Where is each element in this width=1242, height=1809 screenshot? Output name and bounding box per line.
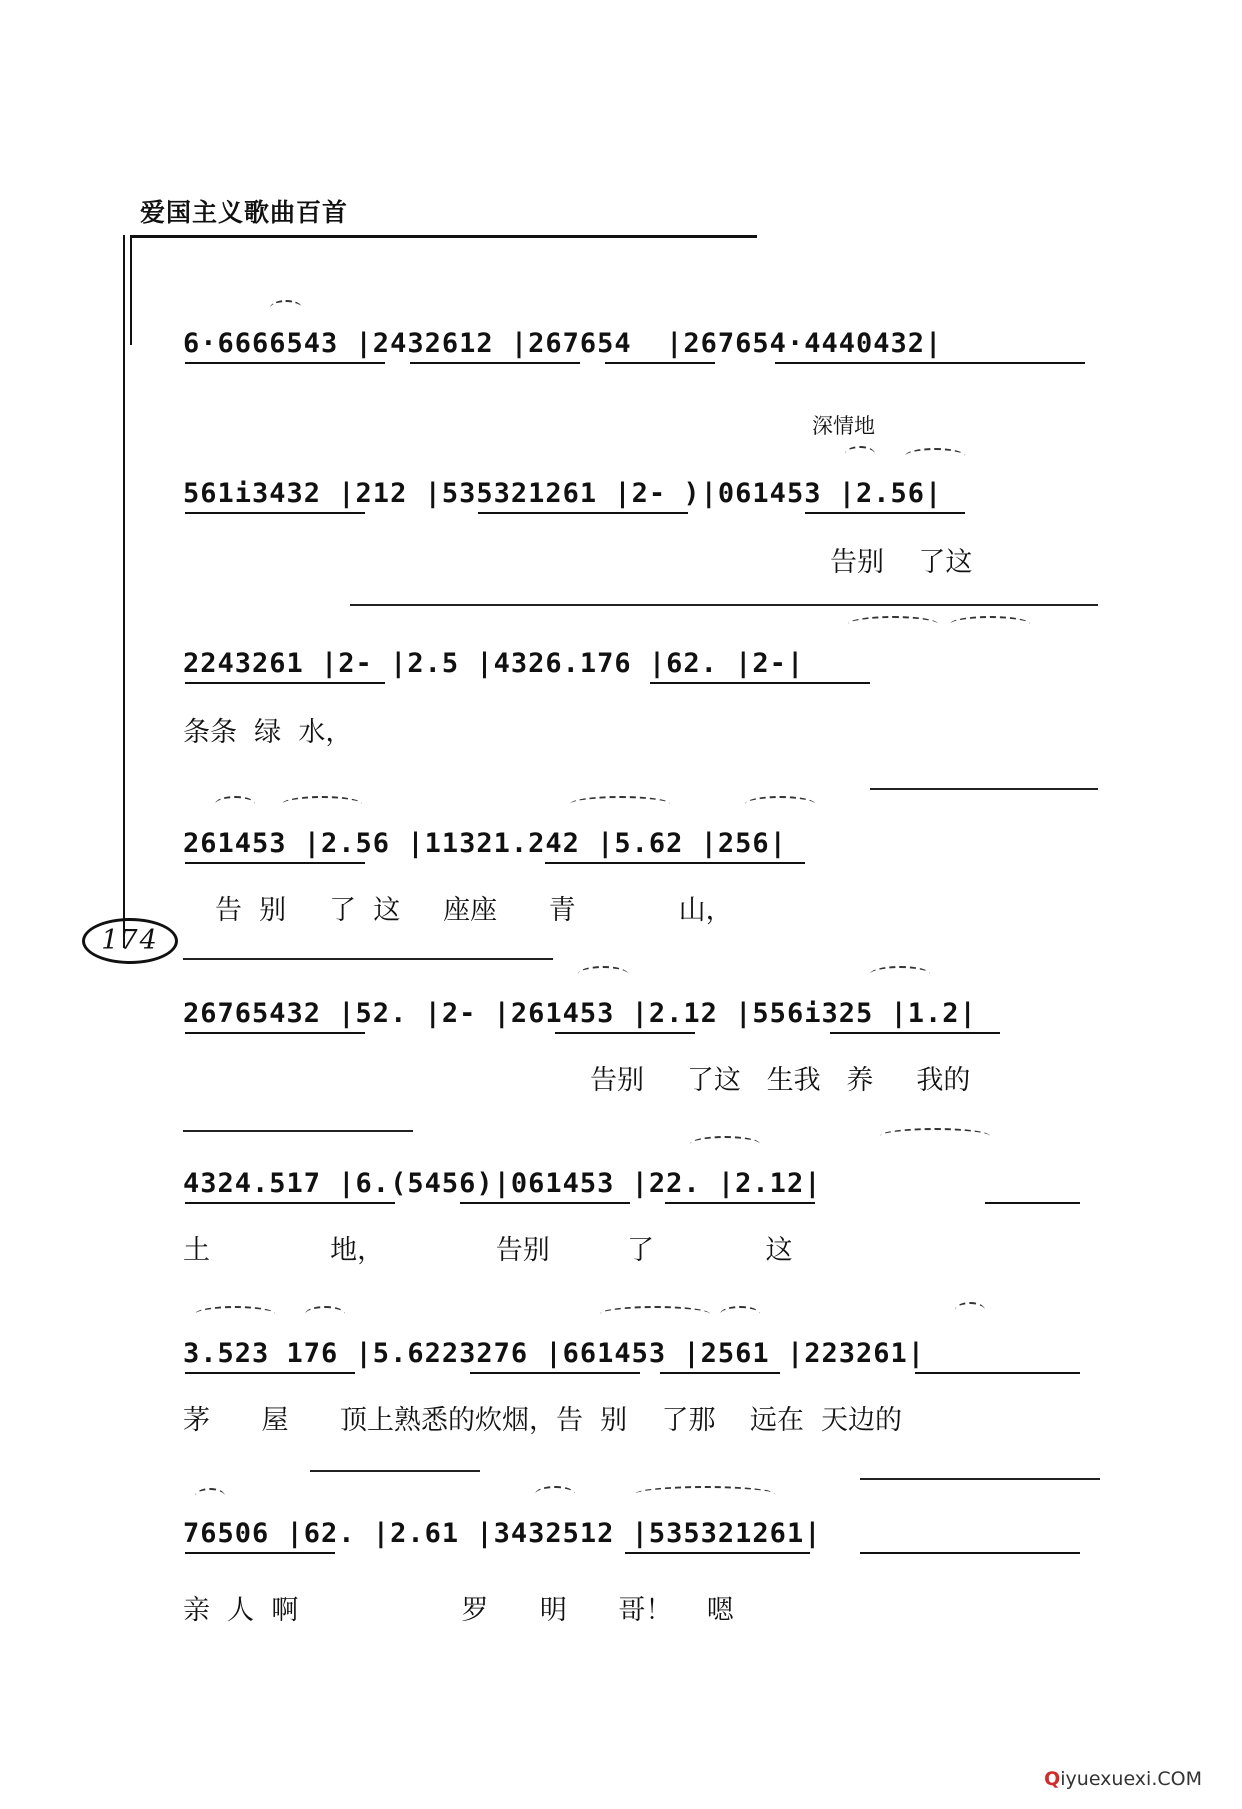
beam-line — [775, 362, 1085, 364]
slur — [720, 1306, 760, 1322]
page-number: 174 — [82, 918, 178, 964]
lyric-line: 告别 了这 — [830, 547, 973, 578]
slur — [282, 796, 362, 812]
slur — [905, 448, 965, 464]
phrase-line — [860, 1478, 1100, 1480]
lyric-line: 亲 人 啊 罗 明 哥！ 嗯 — [183, 1595, 734, 1626]
notation-line: 6·6666543 |2432612 |267654 |267654·4440432| — [183, 328, 943, 359]
beam-line — [660, 1372, 780, 1374]
slur — [635, 1486, 775, 1502]
tempo-direction: 深情地 — [812, 414, 875, 438]
beam-line — [470, 1372, 640, 1374]
beam-line — [830, 1032, 1000, 1034]
margin-rule-short — [130, 235, 132, 345]
beam-line — [185, 362, 385, 364]
beam-line — [185, 1552, 335, 1554]
beam-line — [478, 512, 688, 514]
notation-line: 3.523 176 |5.6223276 |661453 |2561 |223261| — [183, 1338, 925, 1369]
beam-line — [185, 862, 365, 864]
slur — [305, 1306, 345, 1322]
slur — [195, 1488, 225, 1504]
beam-line — [605, 362, 715, 364]
slur — [955, 1302, 985, 1318]
beam-line — [915, 1372, 1080, 1374]
notation-line: 4324.517 |6.(5456)|061453 |22. |2.12| — [183, 1168, 822, 1199]
book-title: 爱国主义歌曲百首 — [140, 198, 349, 227]
phrase-line — [310, 1470, 480, 1472]
beam-line — [665, 1202, 815, 1204]
slur — [600, 1306, 710, 1322]
phrase-line — [183, 958, 553, 960]
slur — [870, 966, 930, 982]
lyric-line: 茅 屋 顶上熟悉的炊烟，告 别 了那 远在 天边的 — [183, 1405, 902, 1436]
slur — [195, 1306, 275, 1322]
phrase-line — [183, 1130, 413, 1132]
beam-line — [805, 512, 965, 514]
slur — [880, 1128, 990, 1144]
slur — [215, 796, 255, 812]
slur — [690, 1136, 760, 1152]
slur — [270, 300, 302, 316]
phrase-line — [350, 604, 1098, 606]
lyric-line: 条条 绿 水， — [183, 717, 353, 748]
beam-line — [410, 362, 580, 364]
slur — [848, 616, 938, 632]
notation-line: 76506 |62. |2.61 |3432512 |535321261| — [183, 1518, 822, 1549]
slur — [745, 796, 815, 812]
beam-line — [860, 1552, 1080, 1554]
slur — [950, 616, 1030, 632]
watermark: Qiyuexuexi.COM — [1044, 1768, 1202, 1790]
slur — [845, 446, 875, 462]
beam-line — [545, 862, 805, 864]
slur — [578, 966, 628, 982]
slur — [535, 1486, 575, 1502]
beam-line — [185, 682, 385, 684]
header-rule — [130, 235, 757, 238]
beam-line — [185, 1032, 365, 1034]
beam-line — [185, 1372, 355, 1374]
margin-rule — [123, 235, 125, 948]
notation-line: 2243261 |2- |2.5 |4326.176 |62. |2-| — [183, 648, 805, 679]
beam-line — [985, 1202, 1080, 1204]
beam-line — [460, 1202, 630, 1204]
beam-line — [185, 512, 365, 514]
lyric-line: 土 地， 告别 了 这 — [183, 1235, 793, 1266]
phrase-line — [870, 788, 1098, 790]
slur — [570, 796, 670, 812]
notation-line: 26765432 |52. |2- |261453 |2.12 |556i325 |1.2| — [183, 998, 977, 1029]
notation-line: 261453 |2.56 |11321.242 |5.62 |256| — [183, 828, 787, 859]
lyric-line: 告别 了这 生我 养 我的 — [590, 1065, 971, 1096]
notation-line: 561i3432 |212 |535321261 |2- )|061453 |2.56| — [183, 478, 943, 509]
beam-line — [555, 1032, 695, 1034]
beam-line — [185, 1202, 395, 1204]
beam-line — [625, 1552, 810, 1554]
beam-line — [650, 682, 870, 684]
lyric-line: 告 别 了 这 座座 青 山， — [215, 895, 733, 926]
